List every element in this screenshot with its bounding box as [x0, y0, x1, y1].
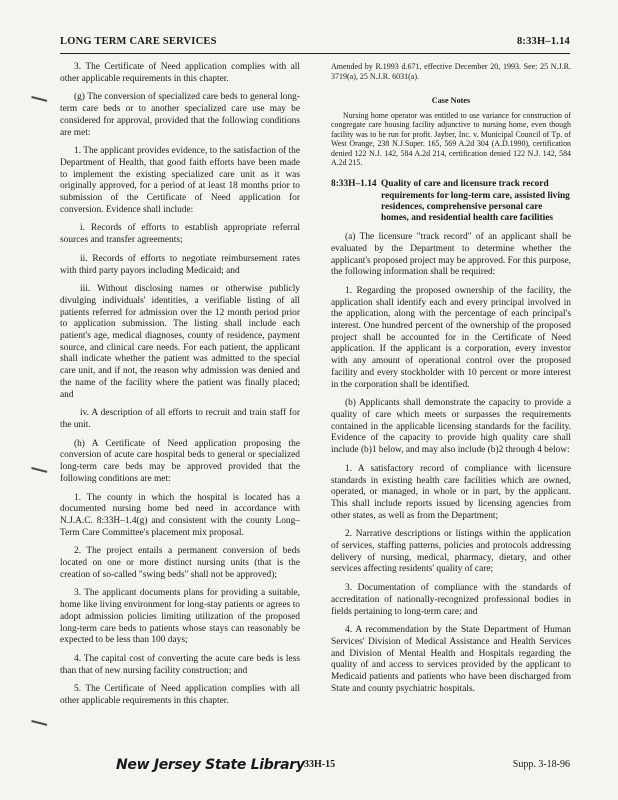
left-column	[60, 62, 300, 715]
section-number: 8:33H–1.14	[331, 179, 377, 190]
paragraph: (h) A Certificate of Need application proposing the conversion of acute care hospital beds to general or specialized long-term care beds may be approved provided that the following conditions are met:	[60, 438, 300, 484]
section-title: Quality of care and licensure track record requirements for long-term care, assisted living residences, comprehensive personal care homes, and residential health care facilities	[381, 179, 570, 223]
header-rule	[60, 53, 570, 54]
paragraph: iii. Without disclosing names or otherwise publicly divulging individuals' identities, a verifiable listing of all patients referred for admission over the 12 month period prior to application submission. The listing shall include each patient's age, medical diagnoses, county of residence, payment source, and clinical care needs. For each patient, the applicant shall indicate whether the patient was admitted to the special care unit, and if not, the reason why admission was denied and the name of the facility where the patient was finally placed; and	[60, 284, 300, 400]
chapter-title: LONG TERM CARE SERVICES	[60, 36, 217, 47]
paragraph: 2. Narrative descriptions or listings within the application of services, staffing patterns, policies and protocols addressing delivery of nursing, medical, pharmacy, dietary, and other services affecting residents' quality of care;	[331, 529, 571, 575]
margin-mark	[31, 714, 48, 726]
paragraph: 1. A satisfactory record of compliance with licensure standards in existing health care facilities which are owned, operated, or managed, in whole or in part, by the applicant. This shall include reports issued by licensing agencies from other states, as well as from the Department;	[331, 463, 571, 521]
paragraph: 4. A recommendation by the State Department of Human Services' Division of Medical Assistance and Health Services and Division of Mental Health and Hospitals regarding the quality of and access to services provided by the applicant to Medicaid patients and patients who have been discharged from State and county psychiatric hospitals.	[331, 625, 571, 694]
margin-mark	[31, 461, 48, 473]
paragraph: 5. The Certificate of Need application complies with all other applicable requirements in this chapter.	[60, 684, 300, 707]
paragraph: (b) Applicants shall demonstrate the capacity to provide a quality of care which meets or surpasses the requirements contained in the applicable licensing standards for the facility. Evidence of the capacity to provide high quality care shall include (b)1 below, and may also include (b)2 through 4 below:	[331, 398, 571, 456]
paragraph: i. Records of efforts to establish appropriate referral sources and transfer agreements;	[60, 223, 300, 246]
paragraph: 3. Documentation of compliance with the standards of accreditation of nationally-recognized professional bodies in fields pertaining to long-term care; and	[331, 583, 571, 617]
right-column	[331, 62, 571, 702]
paragraph: (a) The licensure "track record" of an applicant shall be evaluated by the Department to determine whether the applicant's proposed project may be approved. For this purpose, the following information shall be required:	[331, 232, 571, 278]
paragraph: 3. The applicant documents plans for providing a suitable, home like living environment for long-stay patients or agrees to adopt admission policies limiting utilization of the proposed long-term care beds to patients whose stays can reasonably be expected to be less than 100 days;	[60, 588, 300, 646]
amendment-note: Amended by R.1993 d.671, effective December 20, 1993. See: 25 N.J.R. 3719(a), 25 N.J.R. 6031(a).	[331, 62, 571, 81]
paragraph: 1. The applicant provides evidence, to the satisfaction of the Department of Health, that good faith efforts have been made to implement the existing specialized care unit as it was originally approved, for a period of at least 18 months prior to submission of the Certificate of Need application for conversion. Evidence shall include:	[60, 146, 300, 215]
page-number: 33H-15	[304, 759, 336, 770]
supplement-date: Supp. 3-18-96	[512, 759, 570, 770]
case-notes-title: Case Notes	[431, 96, 471, 106]
margin-mark	[31, 90, 48, 102]
case-notes: Nursing home operator was entitled to use variance for construction of congregate care housing facility adjunctive to nursing home, even though facility was to be run for profit. Jayber, Inc. v. Municipal Council of Tp. of West Orange, 238 N.J.Super. 165, 569 A.2d 304 (A.D.1990), certification denied 122 N.J. 142, 584 A.2d 214, certification denied 122 N.J. 142, 584 A.2d 215.	[331, 110, 571, 167]
section-heading	[331, 179, 571, 224]
library-stamp: New Jersey State Library	[116, 757, 305, 773]
paragraph: iv. A description of all efforts to recruit and train staff for the unit.	[60, 408, 300, 430]
paragraph: 2. The project entails a permanent conversion of beds located on one or more distinct nursing units (that is the creation of so-called "swing beds" shall not be approved);	[60, 546, 300, 580]
page-footer	[0, 757, 618, 785]
paragraph: (g) The conversion of specialized care beds to general long-term care beds or to another specialized care use may be considered for approval, provided that the following conditions are met:	[60, 92, 300, 138]
paragraph: 4. The capital cost of converting the acute care beds is less than that of new nursing facility construction; and	[60, 653, 300, 676]
paragraph: ii. Records of efforts to negotiate reimbursement rates with third party payors including Medicaid; and	[60, 253, 300, 276]
paragraph: 1. The county in which the hospital is located has a documented nursing home bed need in accordance with N.J.A.C. 8:33H–1.4(g) and consistent with the county Long–Term Care Committee's placement mix proposal.	[60, 492, 300, 538]
paragraph: 1. Regarding the proposed ownership of the facility, the application shall identify each and every principal involved in the application, along with the percentage of each principal's interest. One hundred percent of the ownership of the proposed project shall be accounted for in the Certificate of Need application. If the applicant is a corporation, every investor with any amount of operational control over the proposed facility and every stockholder with 10 percent or more interest in the corporation shall be identified.	[331, 285, 571, 390]
section-range: 8:33H–1.14	[516, 36, 570, 47]
paragraph: 3. The Certificate of Need application complies with all other applicable requirements in this chapter.	[60, 62, 300, 84]
